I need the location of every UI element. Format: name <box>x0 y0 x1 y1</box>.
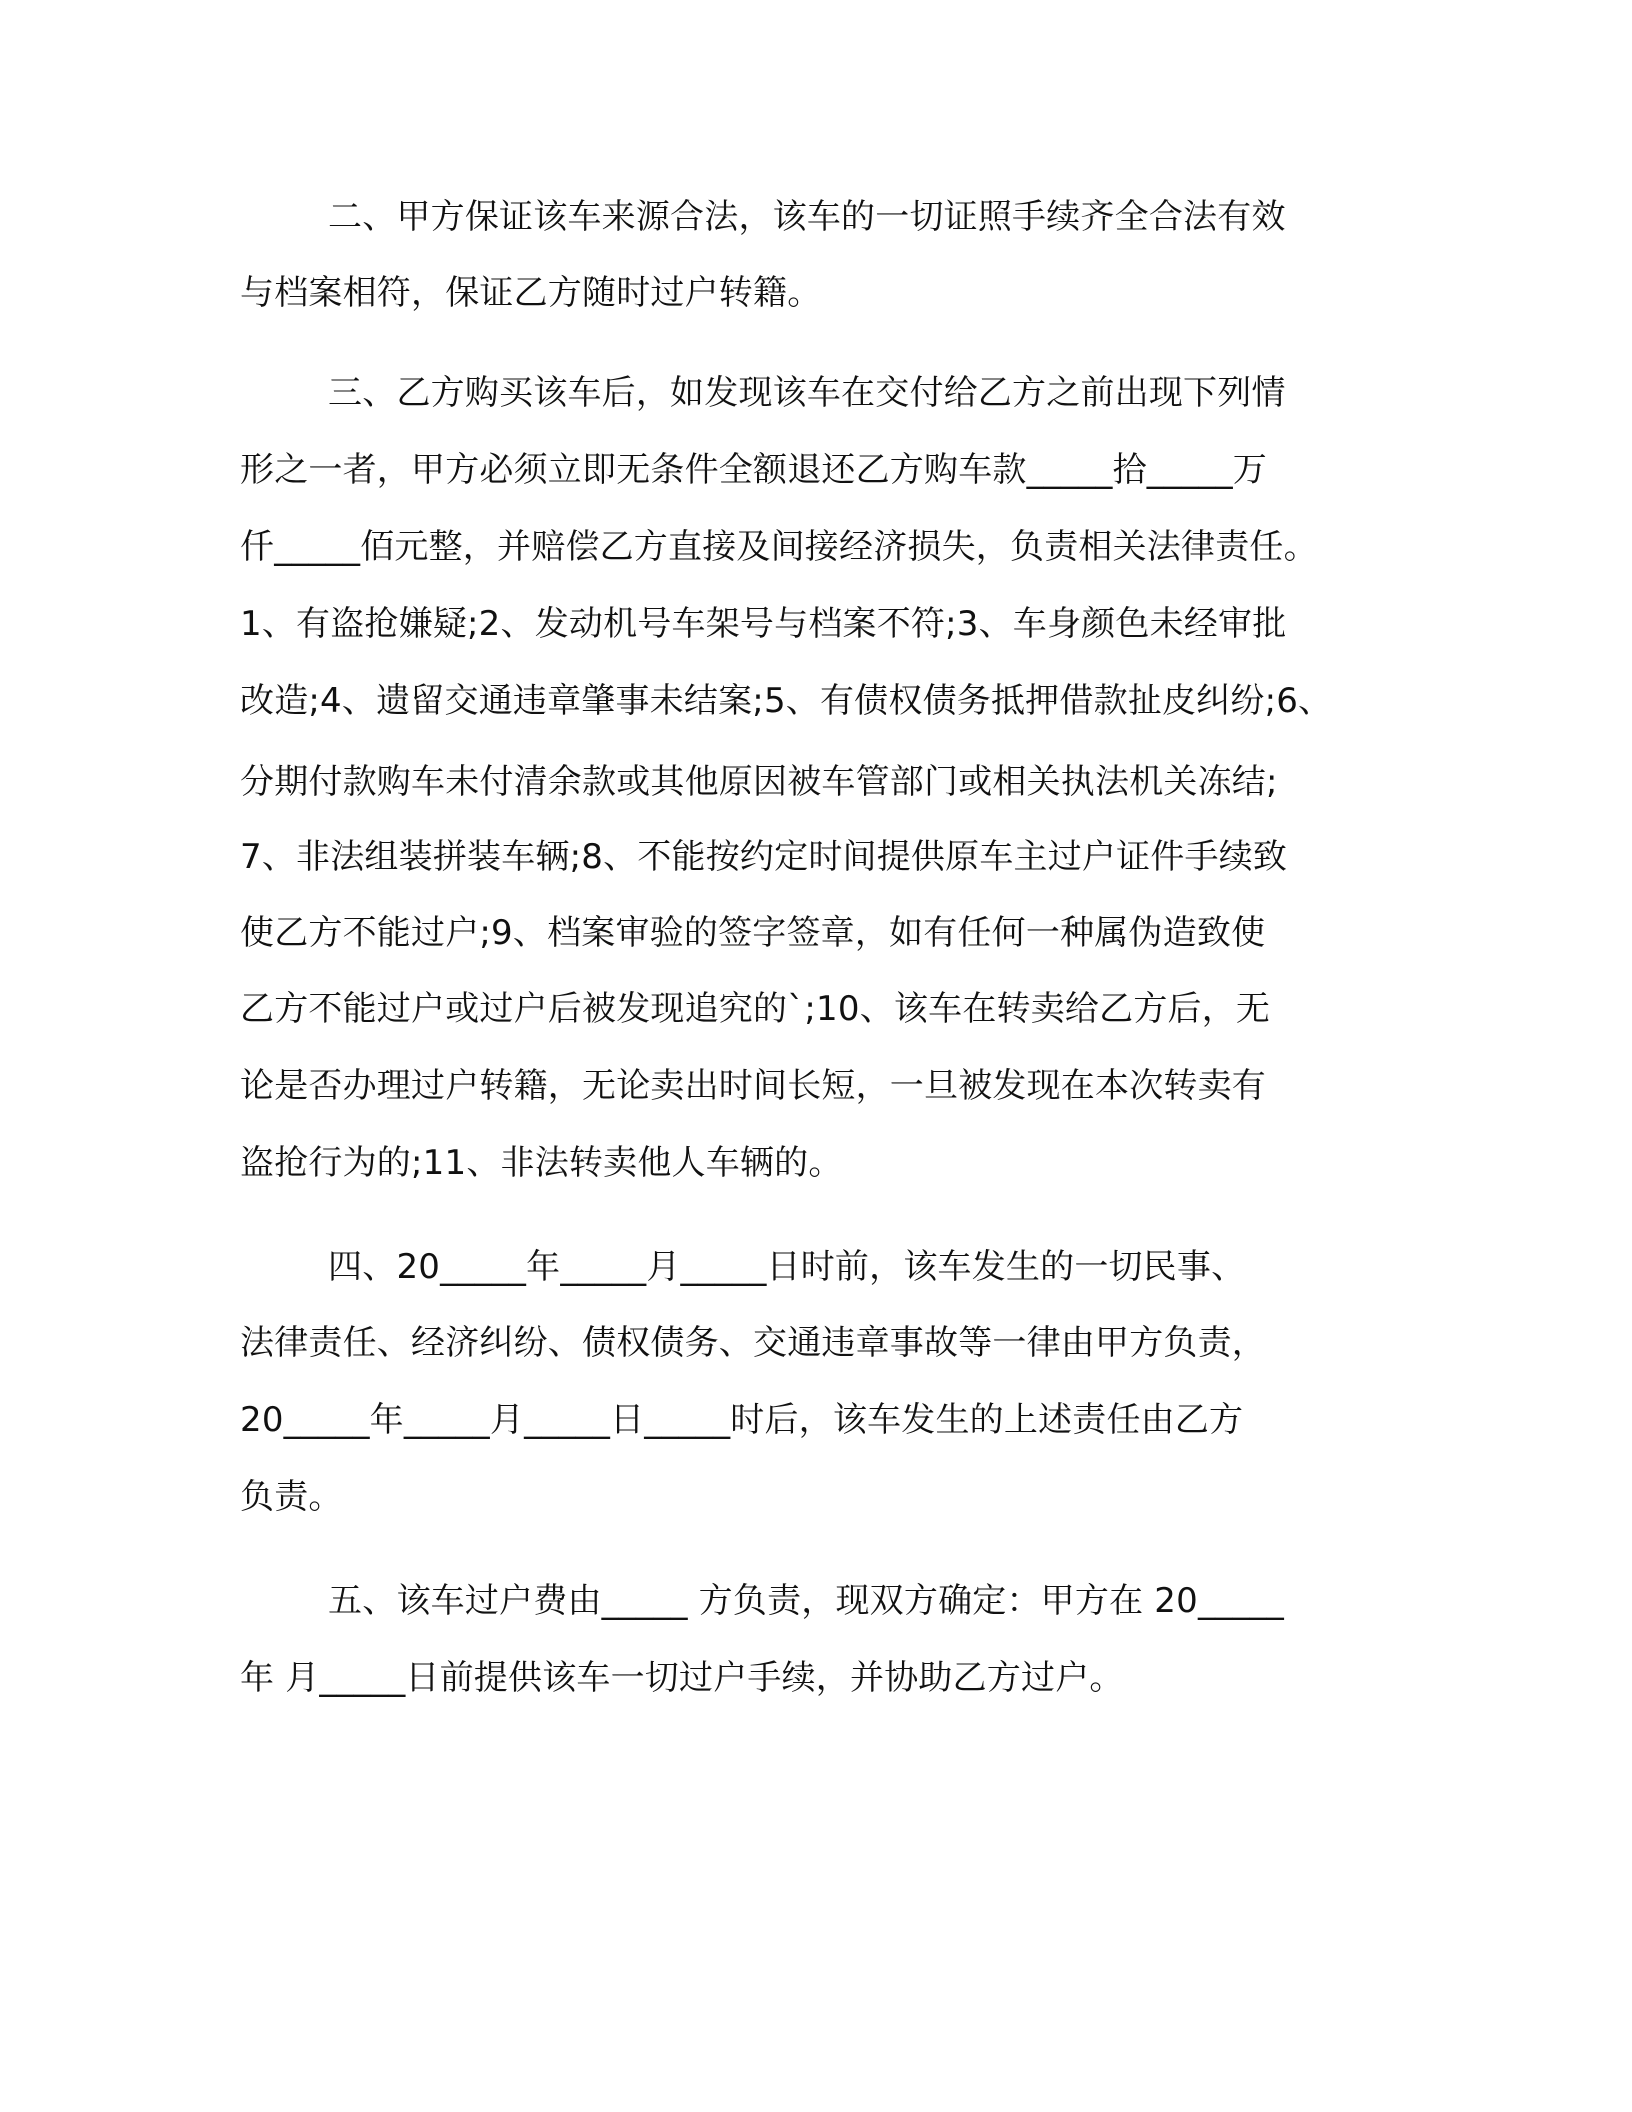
text-line: 三、乙方购买该车后，如发现该车在交付给乙方之前出现下列情 <box>240 373 1286 413</box>
text-line: 7、非法组装拼装车辆;8、不能按约定时间提供原车主过户证件手续致 <box>240 837 1288 877</box>
text-line: 盗抢行为的;11、非法转卖他人车辆的。 <box>240 1143 843 1183</box>
text-line: 四、20_____年_____月_____日时前，该车发生的一切民事、 <box>240 1247 1246 1287</box>
text-line: 论是否办理过户转籍，无论卖出时间长短，一旦被发现在本次转卖有 <box>240 1066 1266 1106</box>
text-line: 分期付款购车未付清余款或其他原因被车管部门或相关执法机关冻结; <box>240 762 1278 802</box>
text-line: 仟_____佰元整，并赔偿乙方直接及间接经济损失，负责相关法律责任。 <box>240 527 1318 567</box>
text-line: 五、该车过户费由_____ 方负责，现双方确定：甲方在 20_____ <box>240 1581 1284 1621</box>
text-line: 与档案相符，保证乙方随时过户转籍。 <box>240 273 822 313</box>
text-line: 20_____年_____月_____日_____时后，该车发生的上述责任由乙方 <box>240 1400 1244 1440</box>
text-line: 改造;4、遗留交通违章肇事未结案;5、有债权债务抵押借款扯皮纠纷;6、 <box>240 681 1333 721</box>
text-line: 形之一者，甲方必须立即无条件全额退还乙方购车款_____拾_____万 <box>240 450 1267 490</box>
text-line: 使乙方不能过户;9、档案审验的签字签章，如有任何一种属伪造致使 <box>240 913 1266 953</box>
text-line: 法律责任、经济纠纷、债权债务、交通违章事故等一律由甲方负责， <box>240 1323 1266 1363</box>
text-line: 1、有盗抢嫌疑;2、发动机号车架号与档案不符;3、车身颜色未经审批 <box>240 604 1287 644</box>
text-line: 二、甲方保证该车来源合法，该车的一切证照手续齐全合法有效 <box>240 197 1286 237</box>
text-line: 年 月_____日前提供该车一切过户手续，并协助乙方过户。 <box>240 1658 1124 1698</box>
text-line: 负责。 <box>240 1477 343 1517</box>
text-line: 乙方不能过户或过户后被发现追究的`;10、该车在转卖给乙方后，无 <box>240 989 1271 1029</box>
